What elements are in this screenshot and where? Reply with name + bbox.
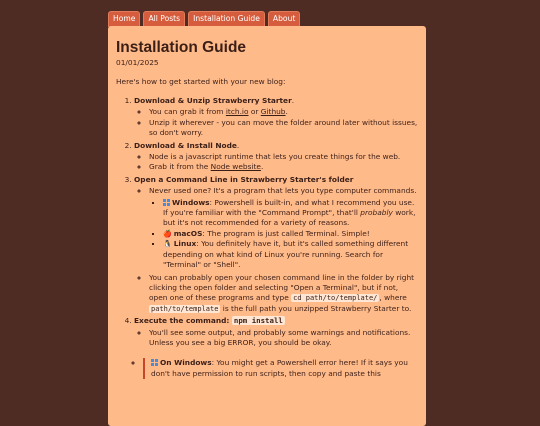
node-website-link[interactable]: Node website bbox=[210, 162, 261, 172]
npm-install-code: npm install bbox=[233, 316, 283, 326]
post-date: 01/01/2025 bbox=[116, 58, 159, 67]
step-1-title: Download & Unzip Strawberry Starter bbox=[134, 96, 292, 105]
list-item: ◦ You can grab it from itch.io or Github. bbox=[149, 107, 418, 117]
step-3 bbox=[134, 175, 418, 314]
tab-about[interactable]: About bbox=[268, 11, 300, 27]
list-item: ◦ Never used one? It's a program that lets you type computer commands. ▪ Windows: Powershell is built-in, and what I recommend you use. If you're familiar with the "Command Prompt", that'll probably work, but it's not recommended for a variety of reasons. ▪ 🍎 macOS: The program is just called Terminal. Simple! ▪ 🐧 Linux: You definitely have it, but it's called something different depending on what kind of Linux you're running. Search for "Terminal" or "Shell". bbox=[149, 186, 418, 270]
list-item: ▪ 🍎 macOS: The program is just called Terminal. Simple! bbox=[163, 229, 418, 239]
code-snippet: path/to/template bbox=[151, 304, 219, 313]
list-item: ▪ Windows: Powershell is built-in, and what I recommend you use. If you're familiar with the "Command Prompt", that'll probably work, but it's not recommended for a variety of reasons. bbox=[163, 198, 418, 229]
step-1: 1. Download & Unzip Strawberry Starter. ◦ You can grab it from itch.io or Github. ◦ Unzip it wherever - you can move the folder around later without issues, so don't worry. bbox=[134, 96, 418, 139]
step-4-title: Execute the command: bbox=[134, 316, 232, 326]
itchio-link[interactable]: itch.io bbox=[225, 107, 249, 117]
list-item: ▪ 🐧 Linux: You definitely have it, but it's called something different depending on what kind of Linux you're running. Search for "Terminal" or "Shell". bbox=[163, 239, 418, 270]
apple-icon: 🍎 bbox=[163, 229, 172, 238]
list-item: ◦ Unzip it wherever - you can move the folder around later without issues, so don't worry. bbox=[149, 118, 418, 139]
list-item: ◦ Grab it from the Node website. bbox=[149, 162, 418, 172]
post-card bbox=[108, 26, 426, 426]
list-item: ◦ Node is a javascript runtime that lets you create things for the web. bbox=[149, 152, 418, 162]
tab-all-posts[interactable]: All Posts bbox=[143, 11, 185, 27]
step-2: 2. Download & Install Node. ◦ Node is a javascript runtime that lets you create things for the web. ◦ Grab it from the Node website. bbox=[134, 141, 418, 173]
windows-warning: ◦ On Windows: You might get a Powershell error here! If it says you don't have permission to run scripts, then copy and paste this bbox=[143, 358, 418, 379]
step-2-title: Download & Install Node bbox=[134, 140, 237, 150]
post-title: Installation Guide bbox=[116, 39, 247, 56]
tab-installation-guide[interactable]: Installation Guide bbox=[188, 11, 265, 27]
top-nav bbox=[108, 11, 300, 27]
code-snippet: cd path/to/template/ bbox=[293, 294, 378, 303]
post-intro: Here's how to get started with your new blog: bbox=[116, 77, 286, 86]
step-3-title: Open a Command Line in Strawberry Starter's folder bbox=[134, 174, 354, 184]
tab-home[interactable]: Home bbox=[108, 11, 140, 27]
list-item: ◦ You'll see some output, and probably some warnings and notifications. Unless you see a big ERROR, you should be okay. bbox=[149, 328, 418, 349]
step-4 bbox=[134, 316, 418, 379]
github-link[interactable]: Github bbox=[260, 107, 286, 117]
windows-icon bbox=[163, 199, 170, 206]
windows-icon bbox=[151, 359, 158, 366]
penguin-icon: 🐧 bbox=[163, 240, 172, 249]
list-item: ◦ You can probably open your chosen command line in the folder by right clicking the open folder and selecting "Open a Terminal", but if not, open one of these programs and type cd path/to/template/ , where path/to/template is the full path you unzipped Strawberry Starter to. bbox=[149, 273, 418, 315]
steps-list bbox=[116, 96, 418, 379]
